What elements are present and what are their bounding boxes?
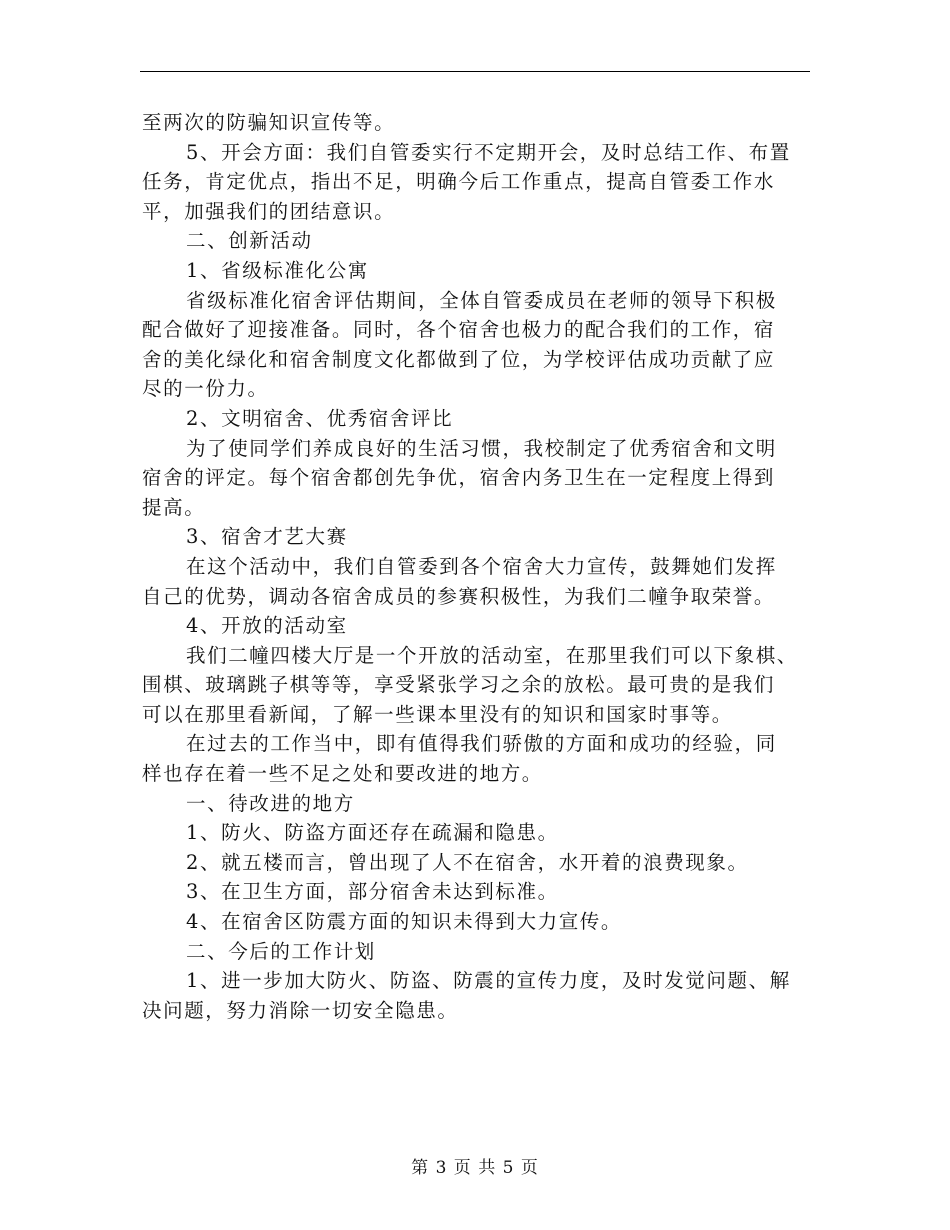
text-line: 至两次的防骗知识宣传等。 [142,111,396,134]
text-line: 3、在卫生方面，部分宿舍未达到标准。 [186,880,559,904]
text-line: 我们二幢四楼大厅是一个开放的活动室，在那里我们可以下象棋、 [186,643,798,667]
text-line: 1、进一步加大防火、防盗、防震的宣传力度，及时发觉问题、解 [186,969,791,993]
text-line: 1、省级标准化公寓 [186,258,369,282]
text-line: 5、开会方面：我们自管委实行不定期开会，及时总结工作、布置 [186,140,791,164]
text-line: 自己的优势，调动各宿舍成员的参赛积极性，为我们二幢争取荣誉。 [142,584,776,608]
text-line: 省级标准化宿舍评估期间，全体自管委成员在老师的领导下积极 [186,288,777,312]
text-line: 决问题，努力消除一切安全隐患。 [142,998,459,1022]
text-line: 配合做好了迎接准备。同时，各个宿舍也极力的配合我们的工作，宿 [142,318,776,342]
text-line: 为了使同学们养成良好的生活习惯，我校制定了优秀宿舍和文明 [186,436,777,460]
text-line: 围棋、玻璃跳子棋等等，享受紧张学习之余的放松。最可贵的是我们 [142,673,776,697]
text-line: 在过去的工作当中，即有值得我们骄傲的方面和成功的经验，同 [186,732,777,756]
text-line: 样也存在着一些不足之处和要改进的地方。 [142,762,543,786]
text-line: 二、创新活动 [186,229,313,253]
text-line: 1、防火、防盗方面还存在疏漏和隐患。 [186,821,559,845]
document-body [142,108,808,1025]
text-line: 提高。 [142,495,206,519]
text-line: 宿舍的评定。每个宿舍都创先争优，宿舍内务卫生在一定程度上得到 [142,466,776,490]
text-line: 尽的一份力。 [142,377,269,401]
text-line: 舍的美化绿化和宿舍制度文化都做到了位，为学校评估成功贡献了应 [142,347,776,371]
header-rule [140,71,810,72]
text-line: 4、开放的活动室 [186,614,348,638]
text-line: 4、在宿舍区防震方面的知识未得到大力宣传。 [186,910,623,934]
text-line: 在这个活动中，我们自管委到各个宿舍大力宣传，鼓舞她们发挥 [186,554,777,578]
text-line: 2、就五楼而言，曾出现了人不在宿舍，水开着的浪费现象。 [186,850,749,874]
text-line: 二、今后的工作计划 [186,939,376,963]
text-line: 3、宿舍才艺大赛 [186,525,348,549]
page-footer: 第 3 页 共 5 页 [411,1158,539,1178]
text-line: 一、待改进的地方 [186,791,355,815]
text-line: 平，加强我们的团结意识。 [142,199,396,223]
text-line: 2、文明宿舍、优秀宿舍评比 [186,406,454,430]
text-line: 可以在那里看新闻，了解一些课本里没有的知识和国家时事等。 [142,702,733,726]
text-line: 任务，肯定优点，指出不足，明确今后工作重点，提高自管委工作水 [142,170,776,194]
